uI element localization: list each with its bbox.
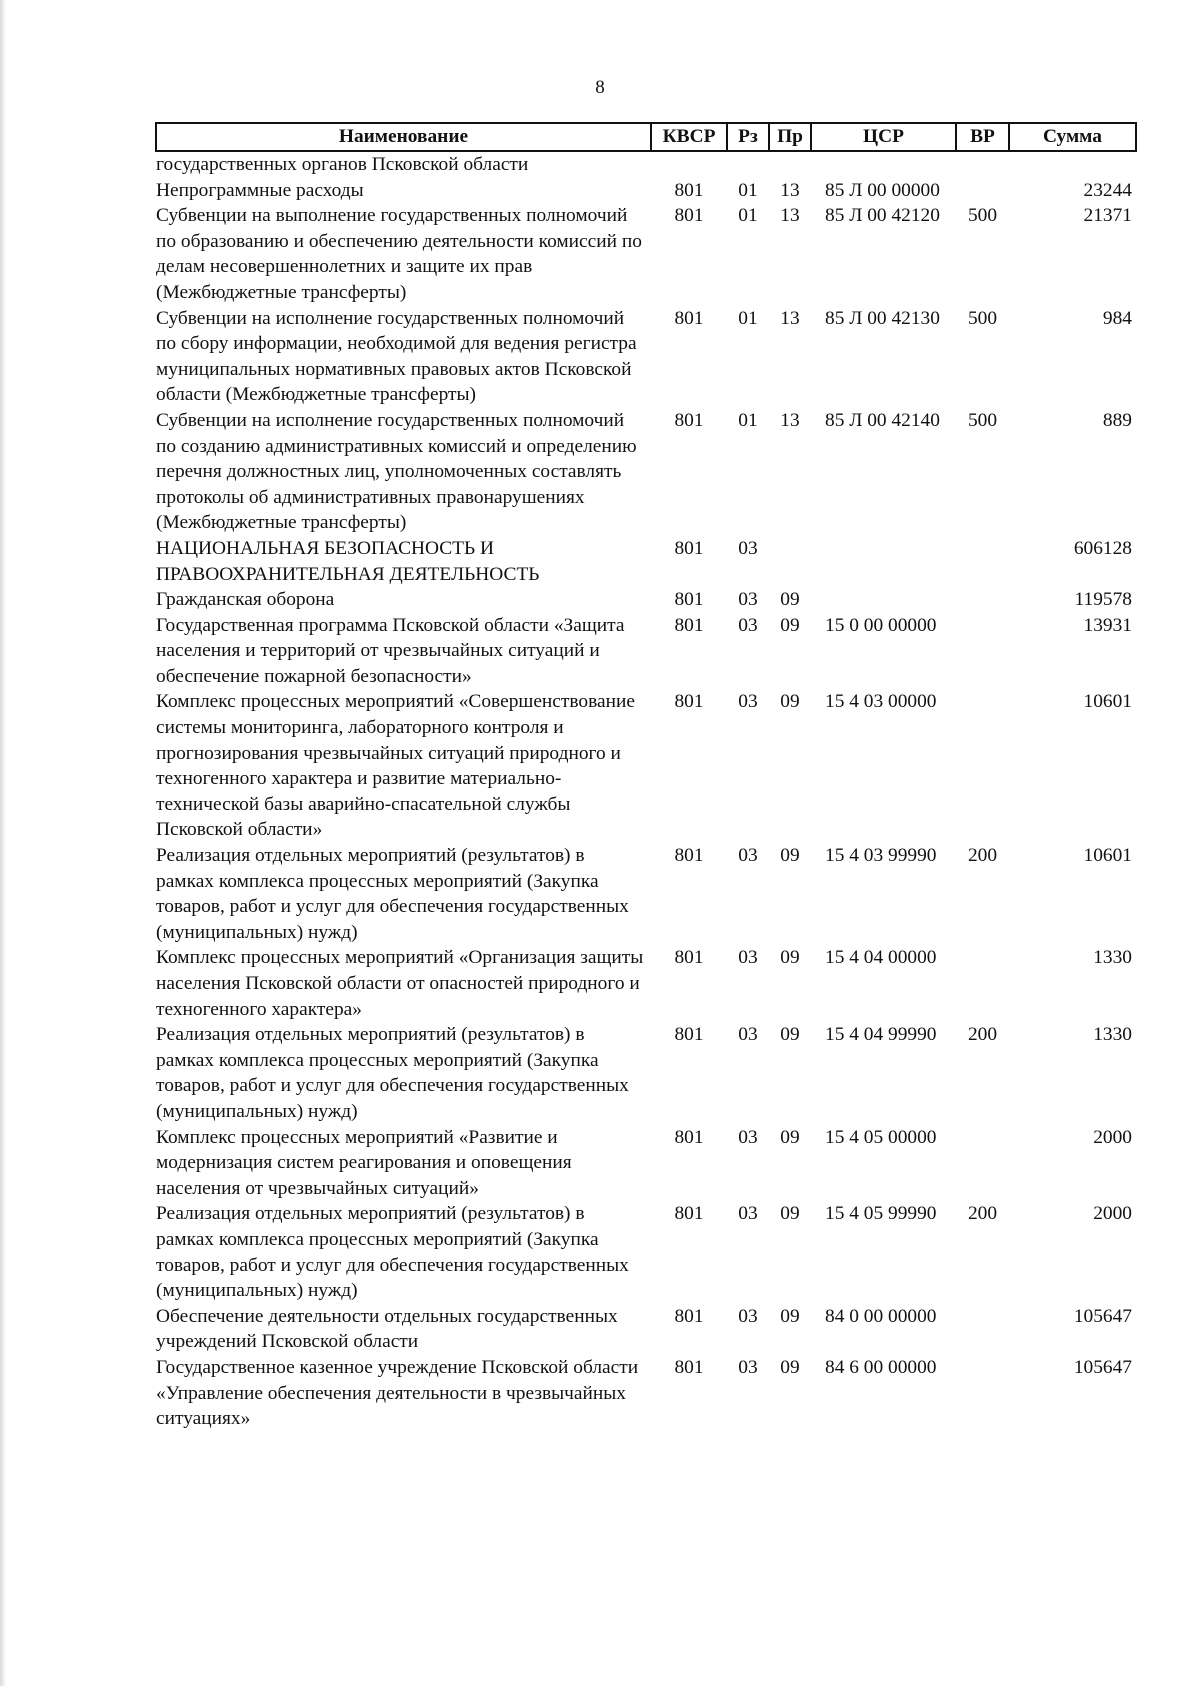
cell-csr: 15 4 05 99990 bbox=[825, 1203, 937, 1225]
table-row bbox=[156, 1022, 1136, 1124]
cell-rz bbox=[727, 151, 769, 178]
cell-sum: 119578 bbox=[1074, 589, 1132, 611]
cell-csr: 85 Л 00 42120 bbox=[825, 205, 940, 227]
table-row bbox=[156, 1304, 1136, 1355]
cell-pr: 09 bbox=[780, 1203, 800, 1225]
cell-sum: 889 bbox=[1102, 409, 1132, 431]
cell-kvsr: 801 bbox=[674, 179, 704, 201]
cell-name: Комплекс процессных мероприятий «Развитие и модернизация систем реагирования и оповещения населения от чрезвычайных ситуаций» bbox=[156, 1126, 572, 1199]
cell-sum bbox=[1009, 151, 1136, 178]
cell-sum: 21371 bbox=[1083, 205, 1132, 227]
table-row bbox=[156, 151, 1136, 178]
header-pr: Пр bbox=[769, 123, 811, 151]
cell-kvsr: 801 bbox=[674, 409, 704, 431]
cell-pr: 09 bbox=[780, 845, 800, 867]
cell-rz: 01 bbox=[738, 179, 758, 201]
cell-csr: 15 4 03 00000 bbox=[825, 691, 937, 713]
table-row bbox=[156, 587, 1136, 613]
header-name: Наименование bbox=[156, 123, 651, 151]
cell-csr: 15 0 00 00000 bbox=[825, 614, 937, 636]
table-row bbox=[156, 408, 1136, 536]
table-row bbox=[156, 613, 1136, 690]
cell-csr: 85 Л 00 42130 bbox=[825, 307, 940, 329]
cell-vr: 500 bbox=[967, 307, 998, 329]
cell-sum: 606128 bbox=[1073, 537, 1132, 559]
table-row bbox=[156, 178, 1136, 204]
table-row bbox=[156, 1355, 1136, 1432]
cell-vr bbox=[956, 613, 1009, 690]
cell-pr bbox=[769, 151, 811, 178]
cell-name: Обеспечение деятельности отдельных государственных учреждений Псковской области bbox=[156, 1305, 618, 1353]
table-header bbox=[156, 123, 1136, 151]
cell-sum: 2000 bbox=[1093, 1126, 1132, 1148]
cell-rz: 03 bbox=[738, 1024, 758, 1046]
cell-sum: 1330 bbox=[1093, 947, 1132, 969]
cell-vr bbox=[956, 151, 1009, 178]
cell-vr bbox=[956, 1125, 1009, 1202]
cell-rz: 03 bbox=[738, 1203, 758, 1225]
cell-kvsr: 801 bbox=[674, 589, 704, 611]
cell-name: Непрограммные расходы bbox=[156, 179, 364, 201]
cell-csr bbox=[811, 151, 956, 178]
cell-name: Реализация отдельных мероприятий (результатов) в рамках комплекса процессных мероприятий (Закупка товаров, работ и услуг для обеспечения государственных (муниципальных) нужд) bbox=[156, 845, 629, 943]
cell-vr: 500 bbox=[967, 409, 998, 431]
cell-pr: 13 bbox=[780, 179, 800, 201]
header-kvsr: КВСР bbox=[651, 123, 727, 151]
header-row bbox=[156, 123, 1136, 151]
cell-pr: 09 bbox=[780, 589, 800, 611]
cell-rz: 03 bbox=[738, 691, 758, 713]
cell-pr: 09 bbox=[780, 614, 800, 636]
cell-name: Комплекс процессных мероприятий «Совершенствование системы мониторинга, лабораторного контроля и прогнозирования чрезвычайных ситуаций природного и техногенного характера и развитие материально-технической базы аварийно-спасательной службы Псковской области» bbox=[156, 691, 635, 841]
cell-csr bbox=[811, 536, 956, 587]
cell-kvsr: 801 bbox=[674, 845, 704, 867]
cell-name: Субвенции на исполнение государственных полномочий по сбору информации, необходимой для ведения регистра муниципальных нормативных правовых актов Псковской области (Межбюджетные трансферты) bbox=[156, 307, 637, 406]
cell-pr: 09 bbox=[780, 1305, 800, 1327]
cell-name: Субвенции на выполнение государственных полномочий по образованию и обеспечению деятельности комиссий по делам несовершеннолетних и защите их прав (Межбюджетные трансферты) bbox=[156, 205, 642, 303]
cell-kvsr: 801 bbox=[674, 307, 704, 329]
table-row bbox=[156, 536, 1136, 587]
scan-edge bbox=[0, 0, 6, 1686]
header-rz: Рз bbox=[727, 123, 769, 151]
cell-name: НАЦИОНАЛЬНАЯ БЕЗОПАСНОСТЬ И ПРАВООХРАНИТЕЛЬНАЯ ДЕЯТЕЛЬНОСТЬ bbox=[156, 537, 540, 585]
cell-csr: 84 0 00 00000 bbox=[825, 1305, 937, 1327]
cell-name: Государственная программа Псковской области «Защита населения и территорий от чрезвычайных ситуаций и обеспечение пожарной безопасности» bbox=[156, 614, 625, 687]
cell-pr: 09 bbox=[780, 1024, 800, 1046]
cell-vr: 500 bbox=[967, 205, 998, 227]
budget-table bbox=[155, 122, 1137, 1432]
cell-rz: 03 bbox=[738, 1126, 758, 1148]
cell-pr: 13 bbox=[780, 409, 800, 431]
cell-pr bbox=[769, 536, 811, 587]
table-body bbox=[156, 151, 1136, 1432]
cell-kvsr: 801 bbox=[674, 1305, 704, 1327]
cell-name: Субвенции на исполнение государственных полномочий по созданию административных комиссий и определению перечня должностных лиц, уполномоченных составлять протоколы об административных правонарушениях (Межбюджетные трансферты) bbox=[156, 409, 637, 534]
cell-name: Комплекс процессных мероприятий «Организация защиты населения Псковской области от опасностей природного и техногенного характера» bbox=[156, 947, 644, 1020]
table-row bbox=[156, 843, 1136, 945]
cell-sum: 984 bbox=[1102, 307, 1132, 329]
cell-sum: 105647 bbox=[1073, 1356, 1132, 1378]
cell-csr bbox=[811, 587, 956, 613]
cell-pr: 13 bbox=[780, 307, 800, 329]
cell-sum: 23244 bbox=[1083, 179, 1132, 201]
cell-vr bbox=[956, 587, 1009, 613]
table-row bbox=[156, 306, 1136, 408]
header-csr: ЦСР bbox=[811, 123, 956, 151]
cell-kvsr bbox=[651, 151, 727, 178]
table-row bbox=[156, 203, 1136, 305]
table-row bbox=[156, 689, 1136, 843]
cell-rz: 01 bbox=[738, 307, 758, 329]
cell-sum: 1330 bbox=[1093, 1024, 1132, 1046]
cell-csr: 15 4 04 99990 bbox=[825, 1024, 937, 1046]
cell-pr: 13 bbox=[780, 205, 800, 227]
cell-rz: 03 bbox=[738, 537, 758, 559]
cell-csr: 84 6 00 00000 bbox=[825, 1356, 937, 1378]
table-row bbox=[156, 945, 1136, 1022]
cell-kvsr: 801 bbox=[674, 537, 704, 559]
cell-csr: 15 4 04 00000 bbox=[825, 947, 937, 969]
cell-sum: 13931 bbox=[1083, 614, 1132, 636]
cell-vr bbox=[956, 945, 1009, 1022]
cell-name: государственных органов Псковской области bbox=[156, 154, 529, 175]
cell-kvsr: 801 bbox=[674, 1024, 704, 1046]
cell-sum: 10601 bbox=[1083, 845, 1132, 867]
cell-kvsr: 801 bbox=[674, 1356, 704, 1378]
cell-csr: 15 4 05 00000 bbox=[825, 1126, 937, 1148]
cell-vr bbox=[956, 536, 1009, 587]
cell-rz: 03 bbox=[738, 614, 758, 636]
cell-vr bbox=[956, 1304, 1009, 1355]
cell-kvsr: 801 bbox=[674, 205, 704, 227]
cell-name: Государственное казенное учреждение Псковской области «Управление обеспечения деятельности в чрезвычайных ситуациях» bbox=[156, 1356, 639, 1430]
cell-csr: 85 Л 00 00000 bbox=[825, 179, 940, 201]
cell-vr: 200 bbox=[967, 1024, 998, 1046]
cell-pr: 09 bbox=[780, 1126, 800, 1148]
cell-sum: 2000 bbox=[1093, 1203, 1132, 1225]
cell-vr bbox=[956, 1355, 1009, 1432]
cell-kvsr: 801 bbox=[674, 1203, 704, 1225]
header-vr: ВР bbox=[956, 123, 1009, 151]
cell-kvsr: 801 bbox=[674, 614, 704, 636]
table-row bbox=[156, 1201, 1136, 1303]
cell-kvsr: 801 bbox=[674, 947, 704, 969]
cell-name: Реализация отдельных мероприятий (результатов) в рамках комплекса процессных мероприятий (Закупка товаров, работ и услуг для обеспечения государственных (муниципальных) нужд) bbox=[156, 1203, 629, 1302]
cell-rz: 03 bbox=[738, 845, 758, 867]
cell-vr: 200 bbox=[967, 1203, 998, 1225]
cell-sum: 10601 bbox=[1083, 691, 1132, 713]
cell-name: Гражданская оборона bbox=[156, 589, 335, 611]
cell-pr: 09 bbox=[780, 947, 800, 969]
cell-csr: 85 Л 00 42140 bbox=[825, 409, 940, 431]
cell-rz: 03 bbox=[738, 1305, 758, 1327]
cell-rz: 01 bbox=[738, 409, 758, 431]
cell-csr: 15 4 03 99990 bbox=[825, 845, 937, 867]
cell-rz: 01 bbox=[738, 205, 758, 227]
cell-kvsr: 801 bbox=[674, 1126, 704, 1148]
header-sum: Сумма bbox=[1009, 123, 1136, 151]
cell-pr: 09 bbox=[780, 1356, 800, 1378]
cell-rz: 03 bbox=[738, 589, 758, 611]
page-number: 8 bbox=[595, 77, 605, 98]
cell-vr: 200 bbox=[967, 845, 998, 867]
cell-vr bbox=[956, 178, 1009, 204]
table-row bbox=[156, 1125, 1136, 1202]
cell-rz: 03 bbox=[738, 947, 758, 969]
cell-kvsr: 801 bbox=[674, 691, 704, 713]
cell-pr: 09 bbox=[780, 691, 800, 713]
cell-sum: 105647 bbox=[1073, 1305, 1132, 1327]
cell-vr bbox=[956, 689, 1009, 843]
cell-name: Реализация отдельных мероприятий (результатов) в рамках комплекса процессных мероприятий (Закупка товаров, работ и услуг для обеспечения государственных (муниципальных) нужд) bbox=[156, 1024, 629, 1122]
cell-rz: 03 bbox=[738, 1356, 758, 1378]
